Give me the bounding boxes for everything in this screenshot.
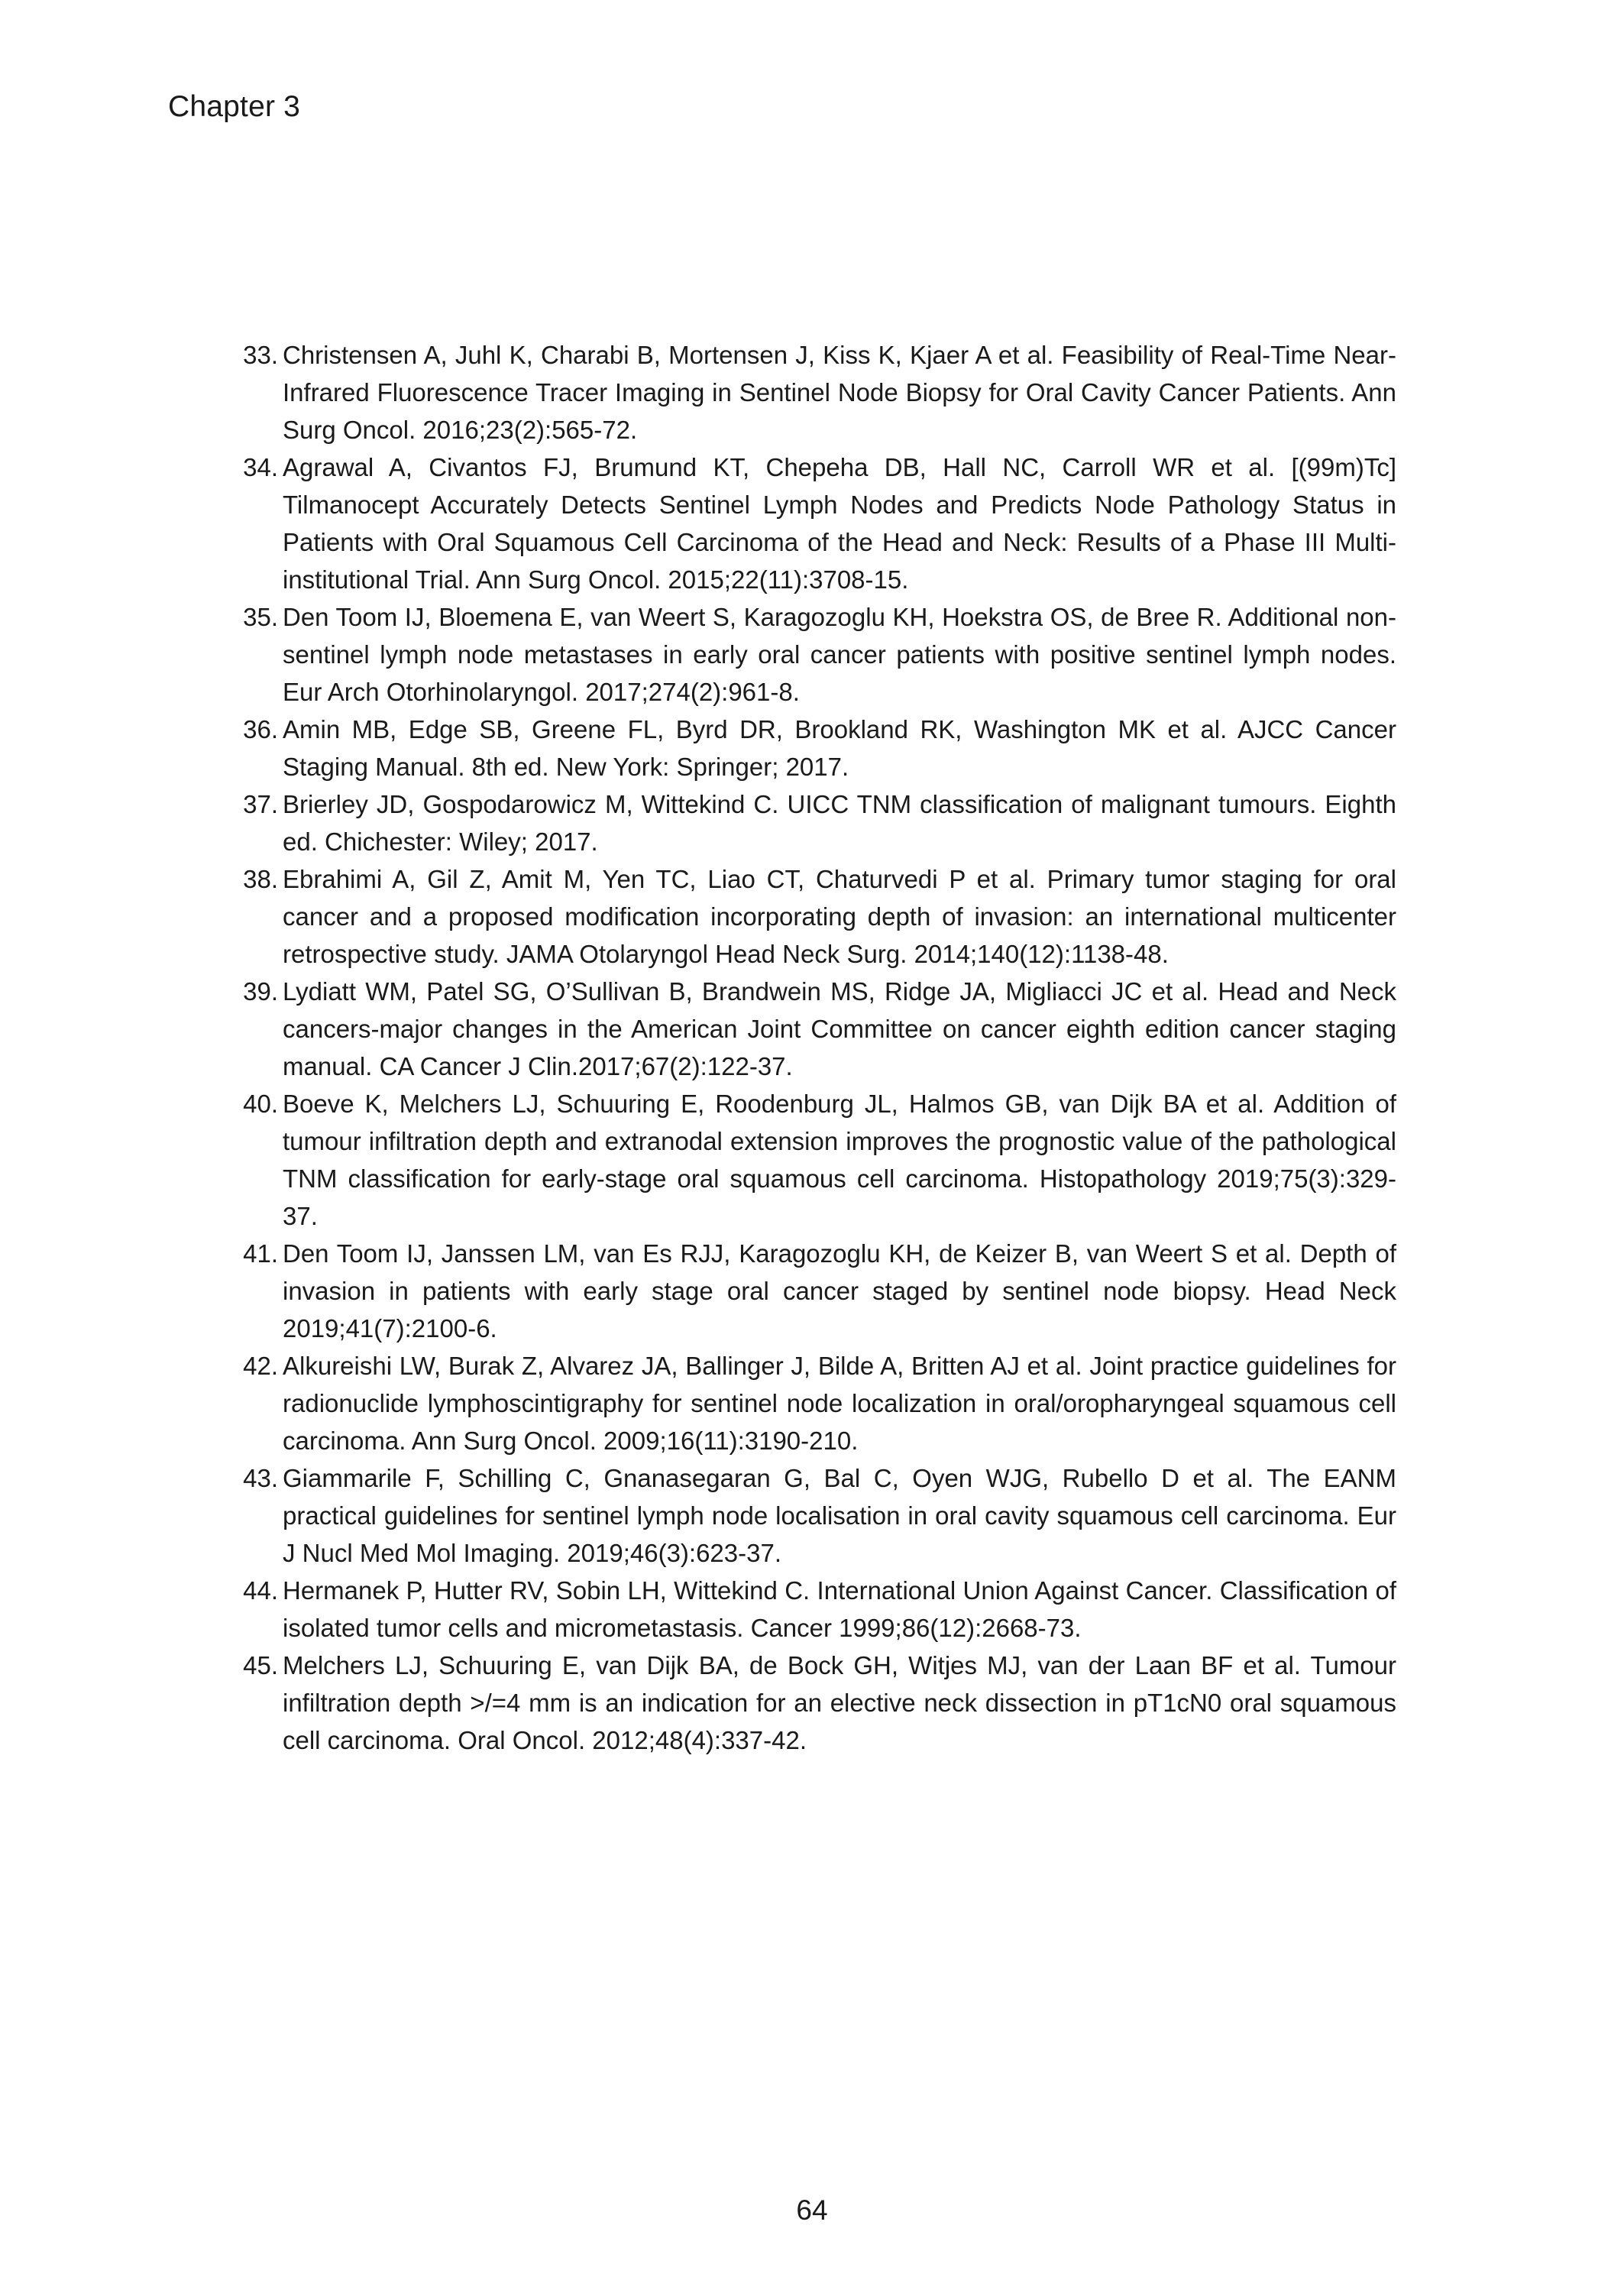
reference-number: 45. <box>243 1651 278 1679</box>
reference-item <box>229 1235 1396 1347</box>
reference-item <box>229 711 1396 785</box>
reference-list <box>229 336 1396 1759</box>
page-number: 64 <box>796 2194 828 2226</box>
reference-item <box>229 449 1396 598</box>
reference-item <box>229 785 1396 860</box>
reference-text: Den Toom IJ, Bloemena E, van Weert S, Karagozoglu KH, Hoekstra OS, de Bree R. Additional non-sentinel lymph node metastases in early oral cancer patients with positive sentinel lymph nodes. Eur Arch Otorhinolaryngol. 2017;274(2):961-8. <box>283 603 1396 706</box>
reference-text: Hermanek P, Hutter RV, Sobin LH, Wittekind C. International Union Against Cancer. Classification of isolated tumor cells and micrometastasis. Cancer 1999;86(12):2668-73. <box>283 1576 1396 1642</box>
reference-number: 36. <box>243 715 278 743</box>
reference-number: 33. <box>243 341 278 369</box>
reference-item <box>229 1347 1396 1459</box>
reference-text: Melchers LJ, Schuuring E, van Dijk BA, de Bock GH, Witjes MJ, van der Laan BF et al. Tumour infiltration depth >/=4 mm is an indication for an elective neck dissection in pT1cN0 oral squamous cell carcinoma. Oral Oncol. 2012;48(4):337-42. <box>283 1651 1396 1754</box>
reference-item <box>229 336 1396 449</box>
reference-text: Boeve K, Melchers LJ, Schuuring E, Roodenburg JL, Halmos GB, van Dijk BA et al. Addition of tumour infiltration depth and extranodal extension improves the prognostic value of the pathological TNM classification for early-stage oral squamous cell carcinoma. Histopathology 2019;75(3):329-37. <box>283 1090 1396 1230</box>
reference-item <box>229 1572 1396 1647</box>
reference-number: 34. <box>243 453 278 481</box>
reference-text: Agrawal A, Civantos FJ, Brumund KT, Chepeha DB, Hall NC, Carroll WR et al. [(99m)Tc] Tilmanocept Accurately Detects Sentinel Lymph Nodes and Predicts Node Pathology Status in Patients with Oral Squamous Cell Carcinoma of the Head and Neck: Results of a Phase III Multi-institutional Trial. Ann Surg Oncol. 2015;22(11):3708-15. <box>283 453 1396 594</box>
reference-text: Den Toom IJ, Janssen LM, van Es RJJ, Karagozoglu KH, de Keizer B, van Weert S et al. Depth of invasion in patients with early stage oral cancer staged by sentinel node biopsy. Head Neck 2019;41(7):2100-6. <box>283 1239 1396 1342</box>
reference-item <box>229 1085 1396 1235</box>
reference-number: 41. <box>243 1239 278 1268</box>
reference-number: 42. <box>243 1352 278 1380</box>
reference-text: Christensen A, Juhl K, Charabi B, Mortensen J, Kiss K, Kjaer A et al. Feasibility of Real-Time Near-Infrared Fluorescence Tracer Imaging in Sentinel Node Biopsy for Oral Cavity Cancer Patients. Ann Surg Oncol. 2016;23(2):565-72. <box>283 341 1396 444</box>
reference-number: 44. <box>243 1576 278 1605</box>
reference-text: Alkureishi LW, Burak Z, Alvarez JA, Ballinger J, Bilde A, Britten AJ et al. Joint practice guidelines for radionuclide lymphoscintigraphy for sentinel node localization in oral/oropharyngeal squamous cell carcinoma. Ann Surg Oncol. 2009;16(11):3190-210. <box>283 1352 1396 1455</box>
reference-number: 39. <box>243 977 278 1006</box>
reference-item <box>229 973 1396 1085</box>
reference-text: Ebrahimi A, Gil Z, Amit M, Yen TC, Liao CT, Chaturvedi P et al. Primary tumor staging for oral cancer and a proposed modification incorporating depth of invasion: an international multicenter retrospective study. JAMA Otolaryngol Head Neck Surg. 2014;140(12):1138-48. <box>283 865 1396 968</box>
reference-number: 40. <box>243 1090 278 1118</box>
reference-number: 43. <box>243 1464 278 1492</box>
reference-number: 38. <box>243 865 278 893</box>
reference-item <box>229 1647 1396 1759</box>
reference-number: 37. <box>243 790 278 818</box>
reference-text: Lydiatt WM, Patel SG, O’Sullivan B, Brandwein MS, Ridge JA, Migliacci JC et al. Head and Neck cancers-major changes in the American Joint Committee on cancer eighth edition cancer staging manual. CA Cancer J Clin.2017;67(2):122-37. <box>283 977 1396 1080</box>
reference-text: Amin MB, Edge SB, Greene FL, Byrd DR, Brookland RK, Washington MK et al. AJCC Cancer Staging Manual. 8th ed. New York: Springer; 2017. <box>283 715 1396 781</box>
chapter-header: Chapter 3 <box>168 90 301 123</box>
reference-number: 35. <box>243 603 278 631</box>
reference-text: Brierley JD, Gospodarowicz M, Wittekind C. UICC TNM classification of malignant tumours. Eighth ed. Chichester: Wiley; 2017. <box>283 790 1396 856</box>
reference-item <box>229 598 1396 711</box>
reference-text: Giammarile F, Schilling C, Gnanasegaran G, Bal C, Oyen WJG, Rubello D et al. The EANM practical guidelines for sentinel lymph node localisation in oral cavity squamous cell carcinoma. Eur J Nucl Med Mol Imaging. 2019;46(3):623-37. <box>283 1464 1396 1567</box>
reference-item <box>229 860 1396 973</box>
reference-item <box>229 1459 1396 1572</box>
